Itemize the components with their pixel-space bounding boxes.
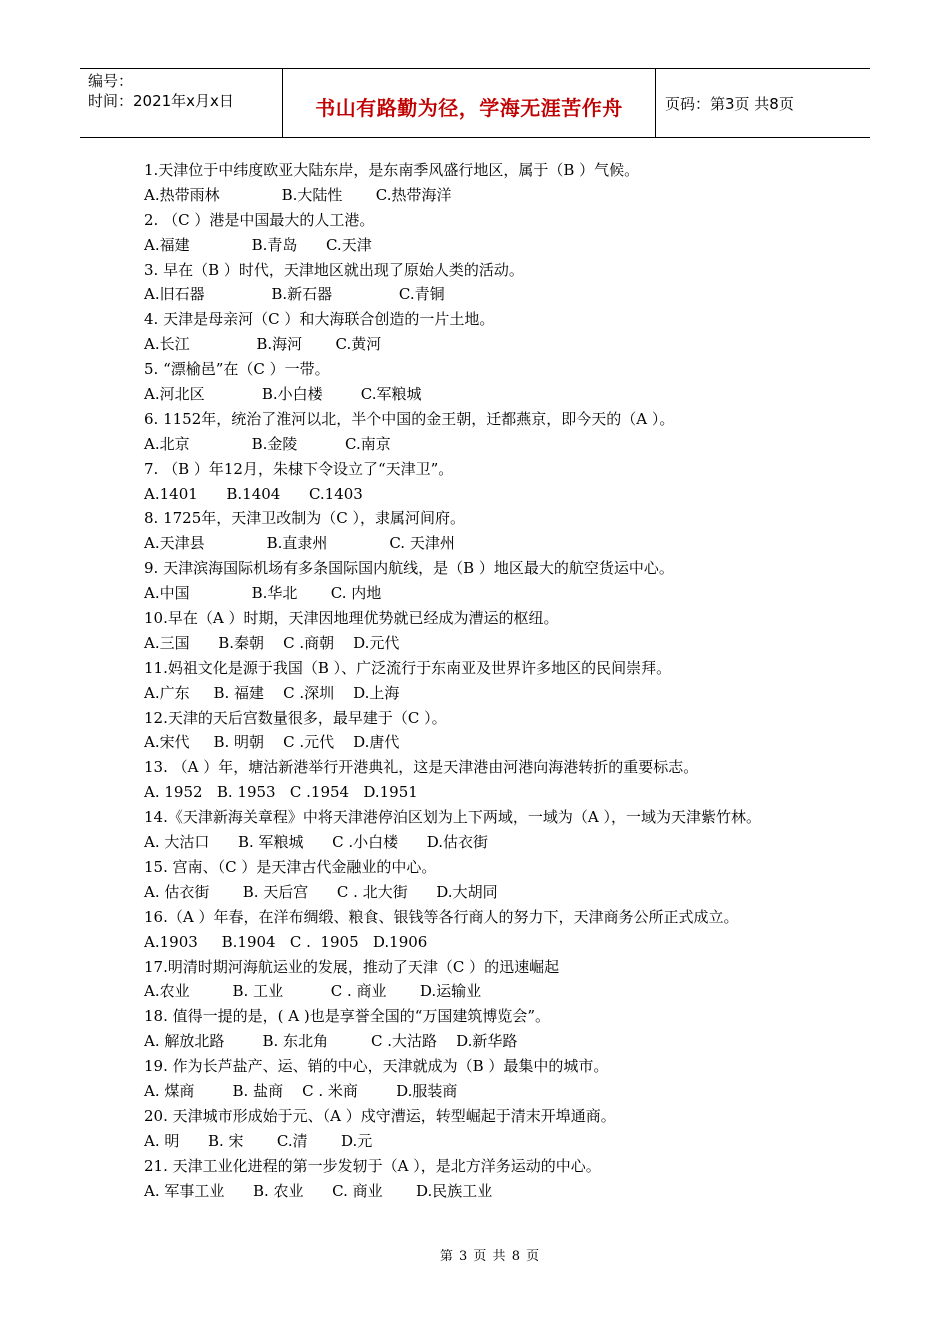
code-label: 编号： — [88, 72, 134, 90]
question-text: 6. 1152年，统治了淮河以北，半个中国的金王朝，迁都燕京，即今天的（A ）。 — [144, 409, 675, 428]
question-text: 13. （A ）年，塘沽新港举行开港典礼，这是天津港由河港向海港转折的重要标志。 — [144, 758, 699, 777]
question-text: 5. “漂榆邑”在（C ）一带。 — [144, 360, 330, 379]
question-options: A.福建 B.青岛 C.天津 — [144, 235, 372, 254]
question-text: 2. （C ）港是中国最大的人工港。 — [144, 210, 375, 229]
question-text: 14.《天津新海关章程》中将天津港停泊区划为上下两域，一域为（A ），一域为天津紫竹林。 — [144, 808, 761, 827]
header-motto-cell — [282, 69, 656, 137]
question-options: A.三国 B.秦朝 C .商朝 D.元代 — [144, 633, 400, 652]
question-options: A.1401 B.1404 C.1403 — [144, 484, 363, 503]
question-options: A.长江 B.海河 C.黄河 — [144, 335, 382, 354]
question-options: A.1903 B.1904 C . 1905 D.1906 — [144, 932, 428, 951]
header-table — [80, 68, 870, 138]
question-options: A.农业 B. 工业 C . 商业 D.运输业 — [144, 982, 482, 1001]
page-number-label: 页码：第3页 共8页 — [665, 94, 794, 113]
question-options: A.河北区 B.小白楼 C.军粮城 — [144, 385, 422, 404]
question-text: 8. 1725年，天津卫改制为（C ），隶属河间府。 — [144, 509, 466, 528]
question-options: A.旧石器 B.新石器 C.青铜 — [144, 285, 445, 304]
question-options: A.广东 B. 福建 C .深圳 D.上海 — [144, 683, 400, 702]
question-options: A.热带雨林 B.大陆性 C.热带海洋 — [144, 185, 452, 204]
question-text: 19. 作为长芦盐产、运、销的中心，天津就成为（B ）最集中的城市。 — [144, 1057, 609, 1076]
question-text: 4. 天津是母亲河（C ）和大海联合创造的一片土地。 — [144, 310, 495, 329]
question-text: 16.（A ）年春，在洋布绸缎、粮食、银钱等各行商人的努力下，天津商务公所正式成立。 — [144, 907, 739, 926]
question-text: 17.明清时期河海航运业的发展，推动了天津（C ）的迅速崛起 — [144, 957, 560, 976]
question-options: A.中国 B.华北 C. 内地 — [144, 584, 382, 603]
question-text: 21. 天津工业化进程的第一步发轫于（A ），是北方洋务运动的中心。 — [144, 1156, 601, 1175]
header-meta-cell — [80, 69, 282, 137]
header-page-cell — [655, 69, 870, 137]
question-options: A.天津县 B.直隶州 C. 天津州 — [144, 534, 455, 553]
question-text: 11.妈祖文化是源于我国（B ）、广泛流行于东南亚及世界许多地区的民间崇拜。 — [144, 658, 672, 677]
question-options: A. 估衣街 B. 天后宫 C . 北大街 D.大胡同 — [144, 882, 498, 901]
question-options: A. 解放北路 B. 东北角 C .大沽路 D.新华路 — [144, 1032, 518, 1051]
question-text: 18. 值得一提的是，( A )也是享誉全国的“万国建筑博览会”。 — [144, 1007, 551, 1026]
question-options: A.北京 B.金陵 C.南京 — [144, 434, 391, 453]
question-options: A. 大沽口 B. 军粮城 C .小白楼 D.估衣街 — [144, 833, 489, 852]
question-options: A. 1952 B. 1953 C .1954 D.1951 — [144, 783, 418, 802]
date-label: 时间：2021年x月x日 — [88, 92, 234, 110]
question-text: 20. 天津城市形成始于元、（A ）戍守漕运，转型崛起于清末开埠通商。 — [144, 1106, 616, 1125]
question-text: 3. 早在（B ）时代，天津地区就出现了原始人类的活动。 — [144, 260, 524, 279]
question-text: 15. 宫南、（C ）是天津古代金融业的中心。 — [144, 857, 437, 876]
motto-text: 书山有路勤为径，学海无涯苦作舟 — [315, 95, 623, 120]
question-options: A. 煤商 B. 盐商 C . 米商 D.服装商 — [144, 1081, 458, 1100]
question-text: 10.早在（A ）时期，天津因地理优势就已经成为漕运的枢纽。 — [144, 609, 559, 628]
question-text: 1.天津位于中纬度欧亚大陆东岸，是东南季风盛行地区，属于（B ）气候。 — [144, 161, 640, 179]
question-text: 7. （B ）年12月，朱棣下令设立了“天津卫”。 — [144, 459, 454, 478]
question-text: 12.天津的天后宫数量很多，最早建于（C ）。 — [144, 708, 447, 727]
question-options: A.宋代 B. 明朝 C .元代 D.唐代 — [144, 733, 400, 752]
question-options: A. 军事工业 B. 农业 C. 商业 D.民族工业 — [144, 1181, 493, 1200]
question-list — [144, 158, 824, 1203]
question-text: 9. 天津滨海国际机场有多条国际国内航线，是（B ）地区最大的航空货运中心。 — [144, 559, 674, 578]
page-footer: 第 3 页 共 8 页 — [439, 1249, 541, 1264]
question-options: A. 明 B. 宋 C.清 D.元 — [144, 1131, 373, 1150]
